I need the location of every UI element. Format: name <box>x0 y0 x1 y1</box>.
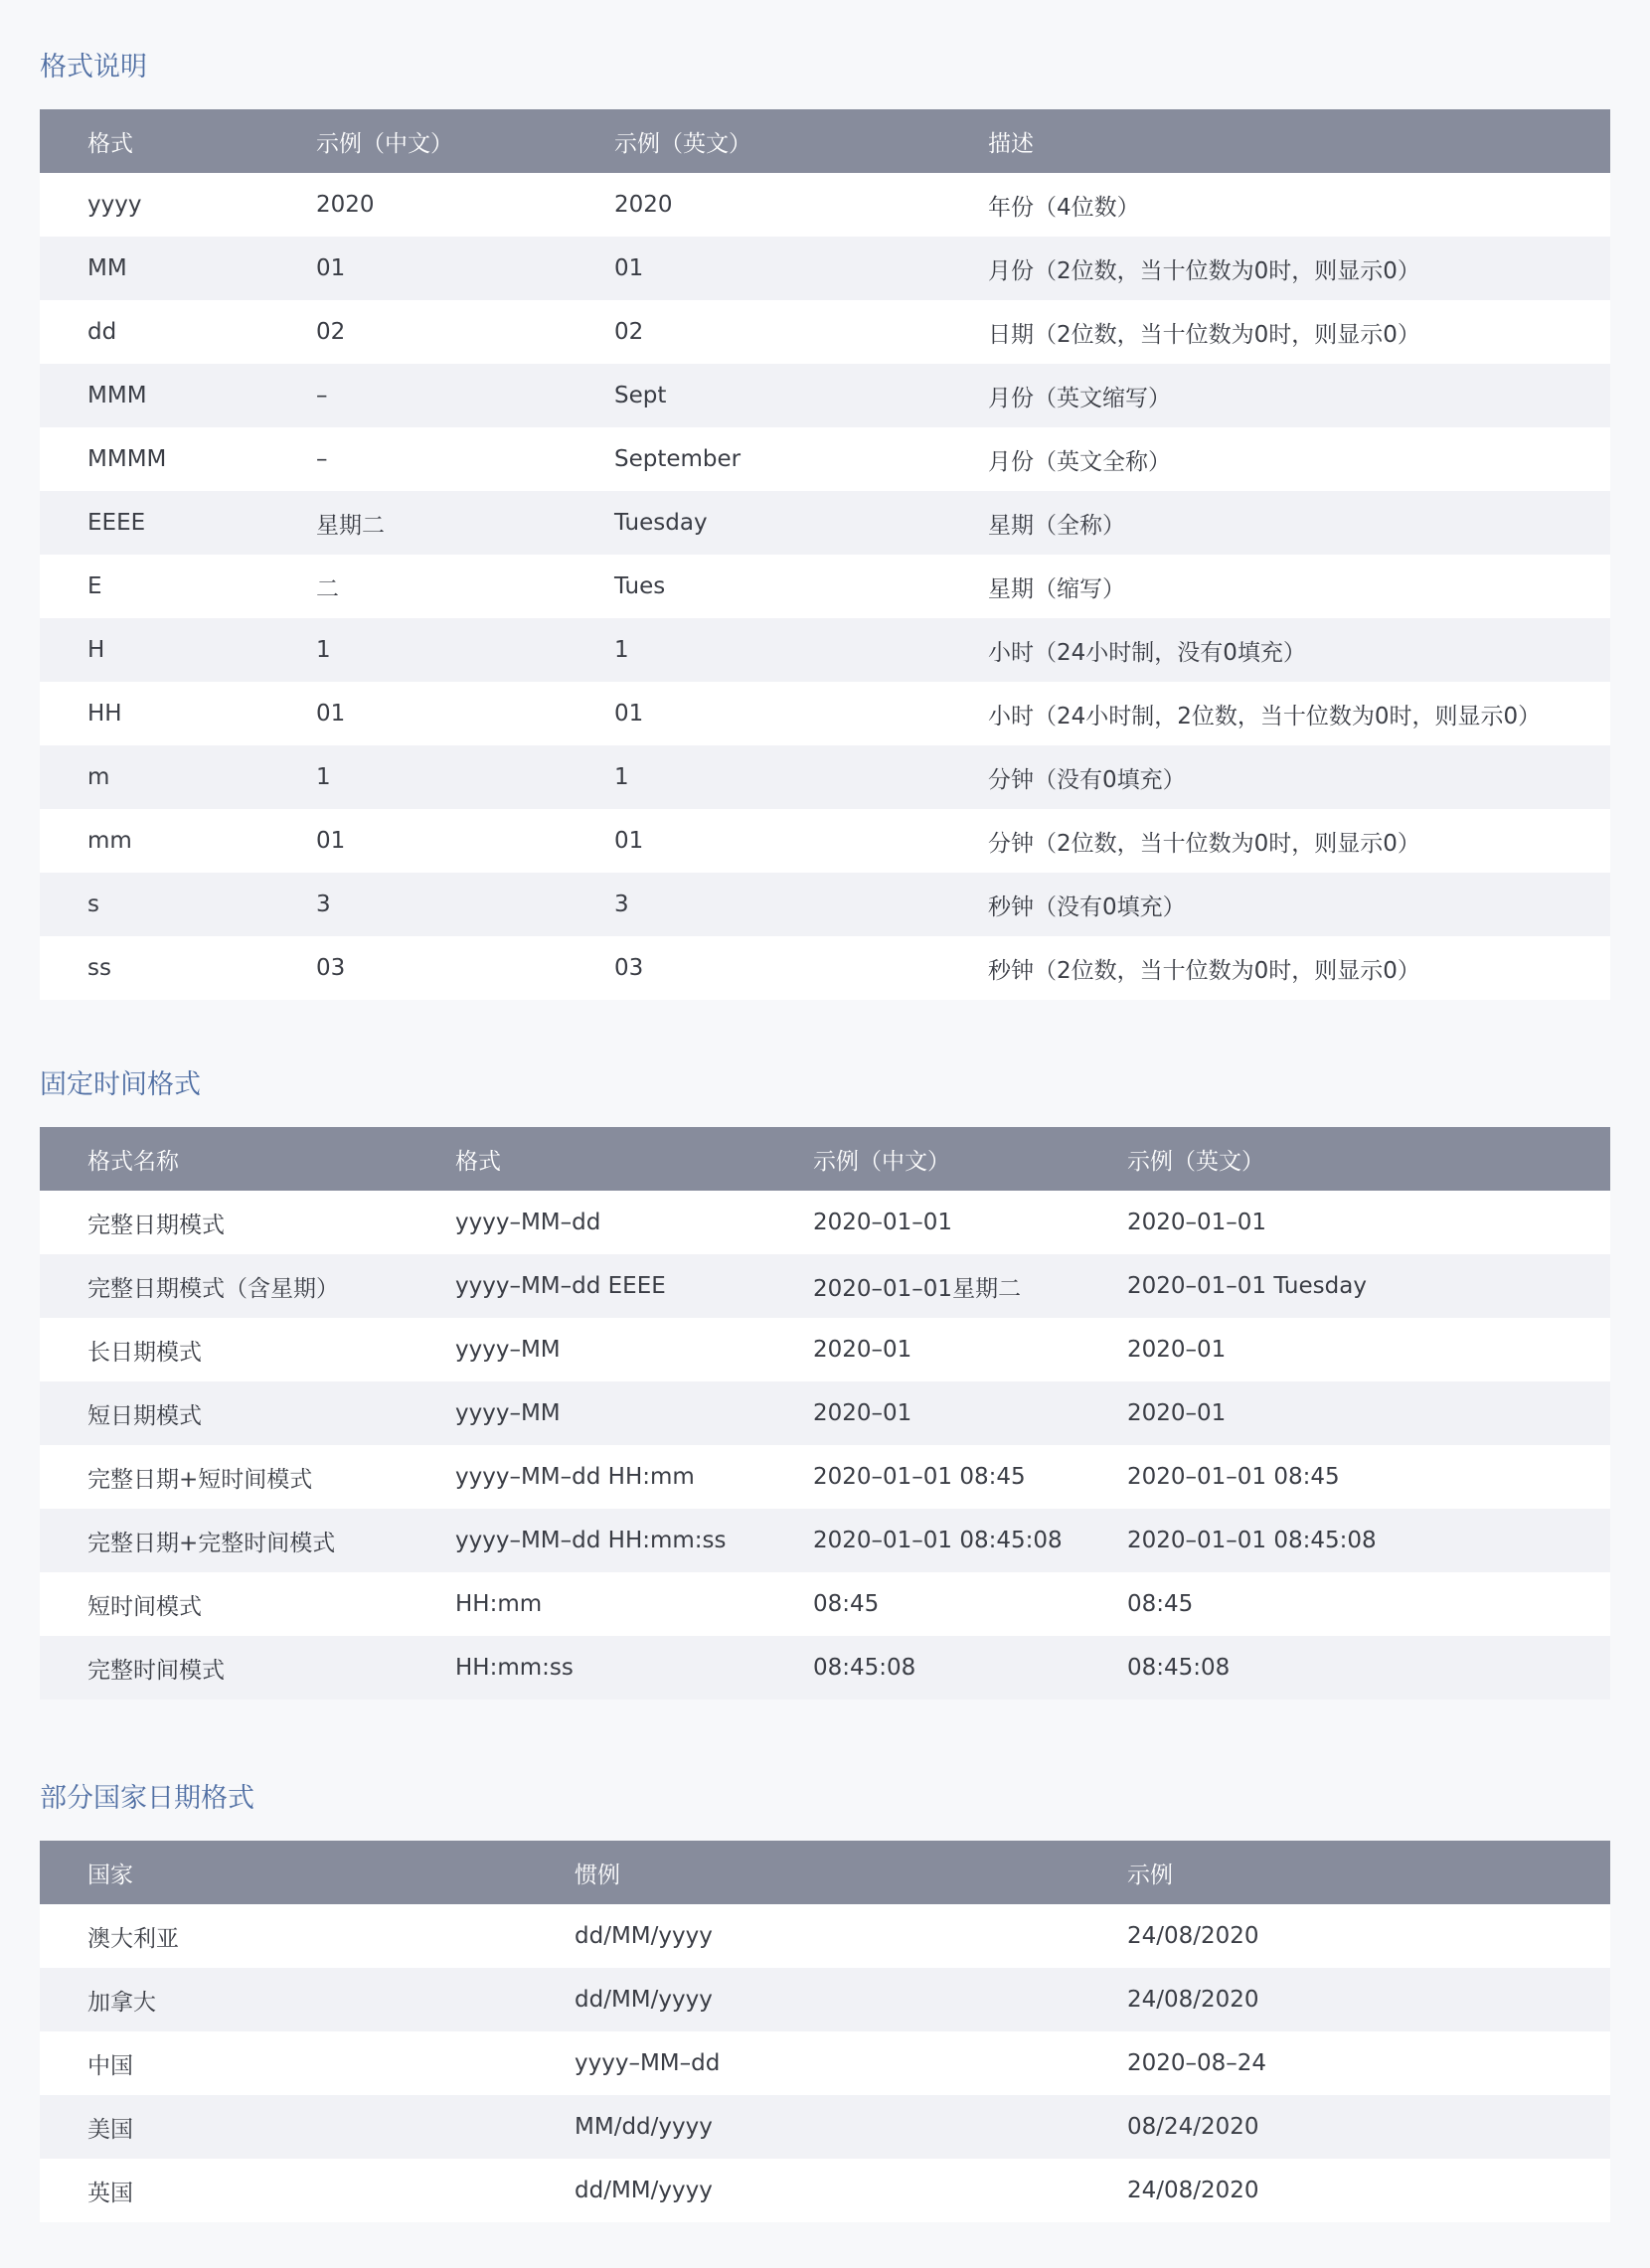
table-cell: 月份（英文缩写） <box>940 364 1610 427</box>
table-cell: 长日期模式 <box>40 1318 408 1381</box>
table-cell: dd/MM/yyyy <box>527 1904 1079 1968</box>
table-cell: 03 <box>567 936 940 1000</box>
table-cell: 01 <box>268 809 567 873</box>
table-row <box>40 555 1610 618</box>
table-row <box>40 1254 1610 1318</box>
table-cell: 03 <box>268 936 567 1000</box>
table-row <box>40 237 1610 300</box>
table-cell: 短时间模式 <box>40 1572 408 1636</box>
table-cell: yyyy–MM–dd <box>527 2031 1079 2095</box>
table-cell: 2020–01–01 08:45 <box>1079 1445 1610 1509</box>
table-row <box>40 1968 1610 2031</box>
table-cell: 1 <box>567 745 940 809</box>
table-row <box>40 300 1610 364</box>
table-cell: 2020–01–01 08:45:08 <box>765 1509 1079 1572</box>
table-cell: 2020–01 <box>765 1318 1079 1381</box>
table-row <box>40 745 1610 809</box>
table-row <box>40 2159 1610 2222</box>
section-title-format: 格式说明 <box>40 52 147 82</box>
table-cell: 短日期模式 <box>40 1381 408 1445</box>
country-format-table <box>40 1841 1610 2222</box>
table-cell: HH:mm:ss <box>408 1636 765 1700</box>
fixed-format-table <box>40 1127 1610 1700</box>
table-cell: – <box>268 427 567 491</box>
table-cell: Tues <box>567 555 940 618</box>
table-cell: 08:45:08 <box>765 1636 1079 1700</box>
table-row <box>40 809 1610 873</box>
table-header-row <box>40 109 1610 173</box>
column-header: 国家 <box>40 1841 527 1904</box>
table-cell: 完整日期模式（含星期） <box>40 1254 408 1318</box>
table-cell: MM <box>40 237 268 300</box>
table-cell: 08:45 <box>765 1572 1079 1636</box>
column-header: 示例（中文） <box>765 1127 1079 1191</box>
table-row <box>40 873 1610 936</box>
table-row <box>40 1318 1610 1381</box>
table-cell: dd <box>40 300 268 364</box>
table-cell: 中国 <box>40 2031 527 2095</box>
table-cell: 2020–01 <box>1079 1318 1610 1381</box>
table-cell: yyyy–MM <box>408 1381 765 1445</box>
table-cell: 1 <box>268 745 567 809</box>
table-cell: 2020–01–01 08:45:08 <box>1079 1509 1610 1572</box>
table-cell: 月份（英文全称） <box>940 427 1610 491</box>
table-row <box>40 364 1610 427</box>
table-cell: MMM <box>40 364 268 427</box>
table-cell: 二 <box>268 555 567 618</box>
table-row <box>40 2031 1610 2095</box>
column-header: 惯例 <box>527 1841 1079 1904</box>
table-cell: 星期（缩写） <box>940 555 1610 618</box>
table-cell: yyyy–MM–dd EEEE <box>408 1254 765 1318</box>
table-row <box>40 2095 1610 2159</box>
table-cell: 完整日期模式 <box>40 1191 408 1254</box>
column-header: 示例（中文） <box>268 109 567 173</box>
table-cell: September <box>567 427 940 491</box>
table-cell: 2020–01–01 <box>765 1191 1079 1254</box>
table-cell: yyyy–MM–dd HH:mm:ss <box>408 1509 765 1572</box>
column-header: 示例（英文） <box>567 109 940 173</box>
table-row <box>40 427 1610 491</box>
table-cell: yyyy–MM <box>408 1318 765 1381</box>
table-cell: yyyy–MM–dd HH:mm <box>408 1445 765 1509</box>
table-cell: dd/MM/yyyy <box>527 1968 1079 2031</box>
table-cell: 星期二 <box>268 491 567 555</box>
table-cell: 完整日期+短时间模式 <box>40 1445 408 1509</box>
table-row <box>40 936 1610 1000</box>
table-cell: 分钟（2位数，当十位数为0时，则显示0） <box>940 809 1610 873</box>
table-cell: 2020–08–24 <box>1079 2031 1610 2095</box>
table-cell: 24/08/2020 <box>1079 1968 1610 2031</box>
table-cell: 02 <box>268 300 567 364</box>
section-title-fixed: 固定时间格式 <box>40 1069 201 1100</box>
table-cell: MMMM <box>40 427 268 491</box>
table-cell: 英国 <box>40 2159 527 2222</box>
table-cell: ss <box>40 936 268 1000</box>
table-header-row <box>40 1841 1610 1904</box>
table-row <box>40 491 1610 555</box>
column-header: 格式 <box>408 1127 765 1191</box>
table-cell: 1 <box>268 618 567 682</box>
table-cell: 2020–01 <box>1079 1381 1610 1445</box>
table-header-row <box>40 1127 1610 1191</box>
table-cell: 2020 <box>268 173 567 237</box>
table-cell: Sept <box>567 364 940 427</box>
table-cell: 08:45 <box>1079 1572 1610 1636</box>
table-cell: Tuesday <box>567 491 940 555</box>
table-cell: 2020–01–01 08:45 <box>765 1445 1079 1509</box>
table-cell: 01 <box>268 237 567 300</box>
table-cell: 完整日期+完整时间模式 <box>40 1509 408 1572</box>
table-cell: HH <box>40 682 268 745</box>
table-cell: 01 <box>567 809 940 873</box>
table-cell: 2020–01–01 Tuesday <box>1079 1254 1610 1318</box>
table-cell: 分钟（没有0填充） <box>940 745 1610 809</box>
table-row <box>40 1381 1610 1445</box>
table-row <box>40 173 1610 237</box>
table-row <box>40 1636 1610 1700</box>
table-cell: 08/24/2020 <box>1079 2095 1610 2159</box>
table-cell: 小时（24小时制，没有0填充） <box>940 618 1610 682</box>
table-cell: yyyy–MM–dd <box>408 1191 765 1254</box>
table-cell: 美国 <box>40 2095 527 2159</box>
table-cell: 加拿大 <box>40 1968 527 2031</box>
table-cell: E <box>40 555 268 618</box>
table-cell: 完整时间模式 <box>40 1636 408 1700</box>
table-cell: 24/08/2020 <box>1079 2159 1610 2222</box>
table-cell: 秒钟（2位数，当十位数为0时，则显示0） <box>940 936 1610 1000</box>
column-header: 格式 <box>40 109 268 173</box>
table-row <box>40 1572 1610 1636</box>
table-cell: 1 <box>567 618 940 682</box>
table-row <box>40 1191 1610 1254</box>
table-row <box>40 682 1610 745</box>
table-cell: yyyy <box>40 173 268 237</box>
table-cell: 24/08/2020 <box>1079 1904 1610 1968</box>
table-cell: 01 <box>567 237 940 300</box>
table-cell: 月份（2位数，当十位数为0时，则显示0） <box>940 237 1610 300</box>
table-cell: MM/dd/yyyy <box>527 2095 1079 2159</box>
table-cell: 3 <box>567 873 940 936</box>
table-cell: 01 <box>567 682 940 745</box>
table-cell: 01 <box>268 682 567 745</box>
column-header: 描述 <box>940 109 1610 173</box>
table-cell: – <box>268 364 567 427</box>
table-row <box>40 1445 1610 1509</box>
table-cell: 08:45:08 <box>1079 1636 1610 1700</box>
table-cell: H <box>40 618 268 682</box>
table-cell: 2020–01 <box>765 1381 1079 1445</box>
table-cell: 3 <box>268 873 567 936</box>
column-header: 示例 <box>1079 1841 1610 1904</box>
table-cell: m <box>40 745 268 809</box>
table-cell: 小时（24小时制，2位数，当十位数为0时，则显示0） <box>940 682 1610 745</box>
table-cell: 秒钟（没有0填充） <box>940 873 1610 936</box>
table-cell: mm <box>40 809 268 873</box>
table-cell: 2020 <box>567 173 940 237</box>
column-header: 示例（英文） <box>1079 1127 1610 1191</box>
section-title-country: 部分国家日期格式 <box>40 1783 254 1814</box>
table-cell: EEEE <box>40 491 268 555</box>
table-cell: 年份（4位数） <box>940 173 1610 237</box>
table-row <box>40 1509 1610 1572</box>
column-header: 格式名称 <box>40 1127 408 1191</box>
table-row <box>40 1904 1610 1968</box>
table-cell: 澳大利亚 <box>40 1904 527 1968</box>
format-table <box>40 109 1610 1000</box>
table-cell: 星期（全称） <box>940 491 1610 555</box>
table-cell: 日期（2位数，当十位数为0时，则显示0） <box>940 300 1610 364</box>
table-row <box>40 618 1610 682</box>
table-cell: 2020–01–01星期二 <box>765 1254 1079 1318</box>
table-cell: 02 <box>567 300 940 364</box>
table-cell: s <box>40 873 268 936</box>
table-cell: dd/MM/yyyy <box>527 2159 1079 2222</box>
table-cell: HH:mm <box>408 1572 765 1636</box>
table-cell: 2020–01–01 <box>1079 1191 1610 1254</box>
